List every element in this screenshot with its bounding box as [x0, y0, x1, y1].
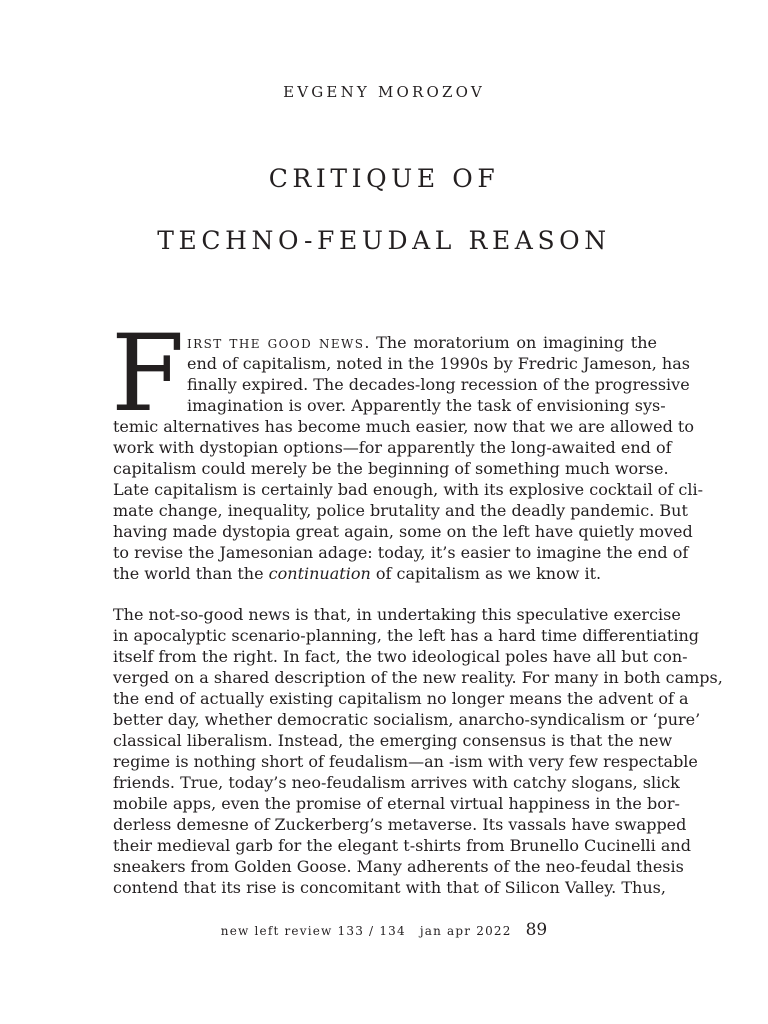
issue-date: jan apr 2022	[419, 924, 512, 938]
text-line: finally expired. The decades-long recession of the progressive	[187, 375, 690, 394]
drop-cap: F	[111, 312, 185, 435]
text-line: the world than the continuation of capitalism as we know it.	[113, 564, 602, 583]
text-line: the end of actually existing capitalism no longer means the advent of a	[113, 689, 689, 708]
paragraph-1	[111, 312, 704, 584]
text-line: Late capitalism is certainly bad enough, with its explosive cocktail of cli-	[113, 480, 704, 499]
text-line: contend that its rise is concomitant with that of Silicon Valley. Thus,	[113, 878, 666, 897]
text-line: in apocalyptic scenario-planning, the left has a hard time differentiating	[113, 626, 700, 645]
text-line: work with dystopian options—for apparently the long-awaited end of	[113, 438, 672, 457]
text-line: itself from the right. In fact, the two ideological poles have all but con-	[113, 647, 688, 666]
italic-word: continuation	[268, 564, 371, 583]
text-line: better day, whether democratic socialism, anarcho-syndicalism or ‘pure’	[113, 710, 701, 729]
text-line: regime is nothing short of feudalism—an -ism with very few respectable	[113, 752, 698, 771]
text-line: friends. True, today’s neo-feudalism arrives with catchy slogans, slick	[113, 773, 680, 792]
text-line: their medieval garb for the elegant t-shirts from Brunello Cucinelli and	[113, 836, 691, 855]
text-line: classical liberalism. Instead, the emerging consensus is that the new	[113, 731, 673, 750]
page-footer	[0, 920, 768, 940]
article-title-line-2: TECHNO-FEUDAL REASON	[157, 226, 611, 255]
text-line: having made dystopia great again, some on the left have quietly moved	[113, 522, 693, 541]
text-line: derless demesne of Zuckerberg’s metaverse. Its vassals have swapped	[113, 815, 687, 834]
text-line: The not-so-good news is that, in undertaking this speculative exercise	[113, 605, 681, 624]
article-title-line-1: CRITIQUE OF	[268, 164, 500, 193]
text-line: temic alternatives has become much easier, now that we are allowed to	[113, 417, 694, 436]
text-line: end of capitalism, noted in the 1990s by Fredric Jameson, has	[187, 354, 690, 373]
journal-name: new left review 133 / 134	[220, 924, 406, 938]
text-line: to revise the Jamesonian adage: today, it’s easier to imagine the end of	[113, 543, 689, 562]
text-line: verged on a shared description of the new reality. For many in both camps,	[113, 668, 723, 687]
text-line: mobile apps, even the promise of eternal virtual happiness in the bor-	[113, 794, 680, 813]
page-number: 89	[525, 920, 548, 940]
smallcaps-lead: IRST THE GOOD NEWS	[187, 337, 365, 351]
text-line: IRST THE GOOD NEWS. The moratorium on imagining the	[187, 333, 657, 352]
author-name: EVGENY MOROZOV	[283, 83, 485, 101]
text-line: mate change, inequality, police brutality and the deadly pandemic. But	[113, 501, 688, 520]
text-line: capitalism could merely be the beginning of something much worse.	[113, 459, 669, 478]
paragraph-2	[113, 604, 723, 898]
text-line: imagination is over. Apparently the task of envisioning sys-	[187, 396, 666, 415]
text-line: sneakers from Golden Goose. Many adherents of the neo-feudal thesis	[113, 857, 684, 876]
